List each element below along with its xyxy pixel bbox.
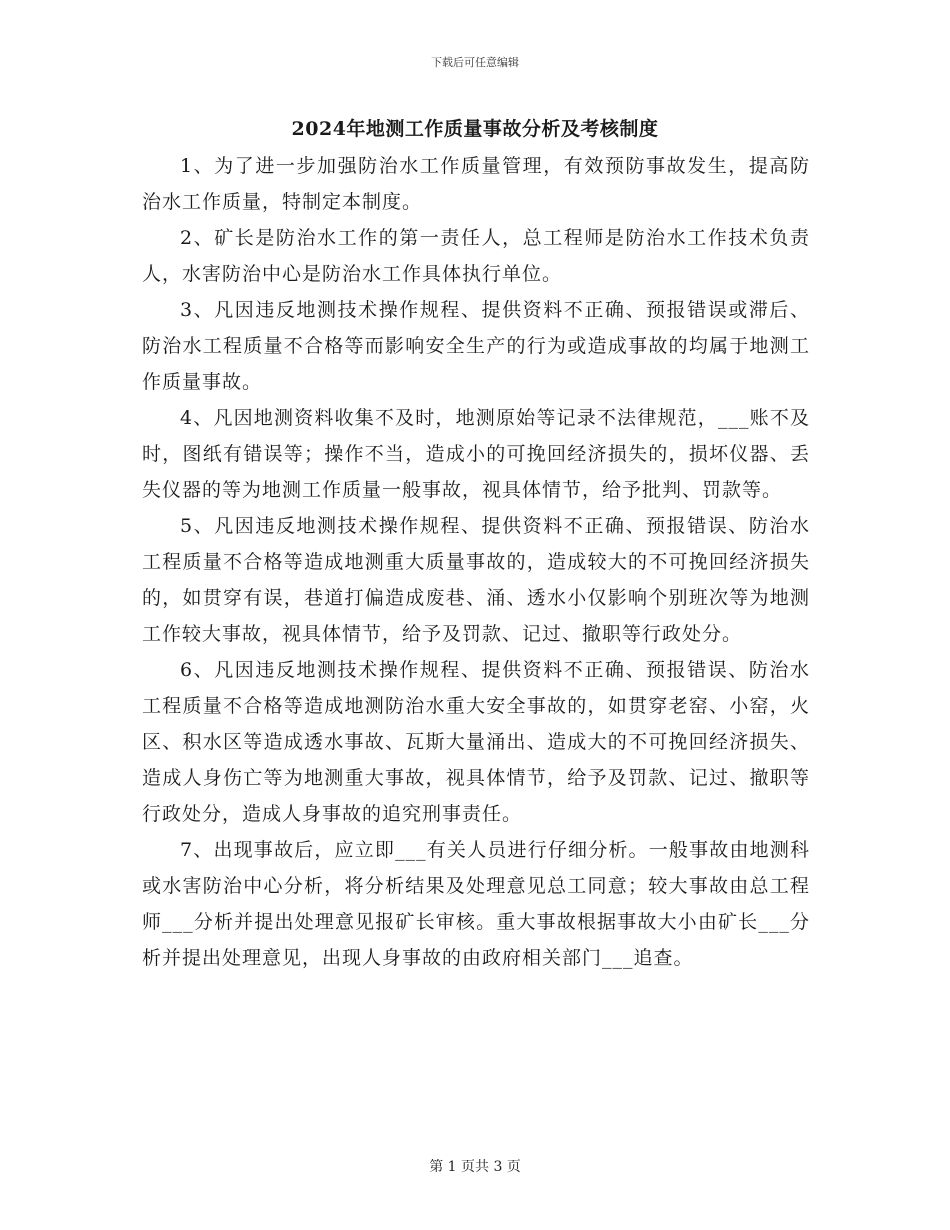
paragraph-6: 6、凡因违反地测技术操作规程、提供资料不正确、预报错误、防治水工程质量不合格等造成地测防治水重大安全事故的，如贯穿老窑、小窑，火区、积水区等造成透水事故、瓦斯大量涌出、造成大的不可挽回经济损失、造成人身伤亡等为地测重大事故，视具体情节，给予及罚款、记过、撤职等行政处分，造成人身事故的追究刑事责任。 [142,659,810,825]
header-note: 下载后可任意编辑 [431,56,519,69]
document-title: 2024年地测工作质量事故分析及考核制度 [291,118,659,140]
paragraph-5: 5、凡因违反地测技术操作规程、提供资料不正确、预报错误、防治水工程质量不合格等造成地测重大质量事故的，造成较大的不可挽回经济损失的，如贯穿有误，巷道打偏造成废巷、涌、透水小仅影响个别班次等为地测工作较大事故，视具体情节，给予及罚款、记过、撤职等行政处分。 [142,515,810,645]
paragraph-2: 2、矿长是防治水工作的第一责任人，总工程师是防治水工作技术负责人，水害防治中心是防治水工作具体执行单位。 [142,227,810,285]
paragraph-1: 1、为了进一步加强防治水工作质量管理，有效预防事故发生，提高防治水工作质量，特制定本制度。 [142,155,810,213]
paragraph-4: 4、凡因地测资料收集不及时，地测原始等记录不法律规范，___账不及时，图纸有错误等；操作不当，造成小的可挽回经济损失的，损坏仪器、丢失仪器的等为地测工作质量一般事故，视具体情节，给予批判、罚款等。 [142,407,810,501]
page-footer: 第 1 页共 3 页 [429,1159,521,1175]
paragraph-7: 7、出现事故后，应立即___有关人员进行仔细分析。一般事故由地测科或水害防治中心分析，将分析结果及处理意见总工同意；较大事故由总工程师___分析并提出处理意见报矿长审核。重大事故根据事故大小由矿长___分析并提出处理意见，出现人身事故的由政府相关部门___追查。 [142,839,810,969]
document-body [142,148,810,976]
paragraph-3: 3、凡因违反地测技术操作规程、提供资料不正确、预报错误或滞后、防治水工程质量不合格等而影响安全生产的行为或造成事故的均属于地测工作质量事故。 [142,299,810,393]
